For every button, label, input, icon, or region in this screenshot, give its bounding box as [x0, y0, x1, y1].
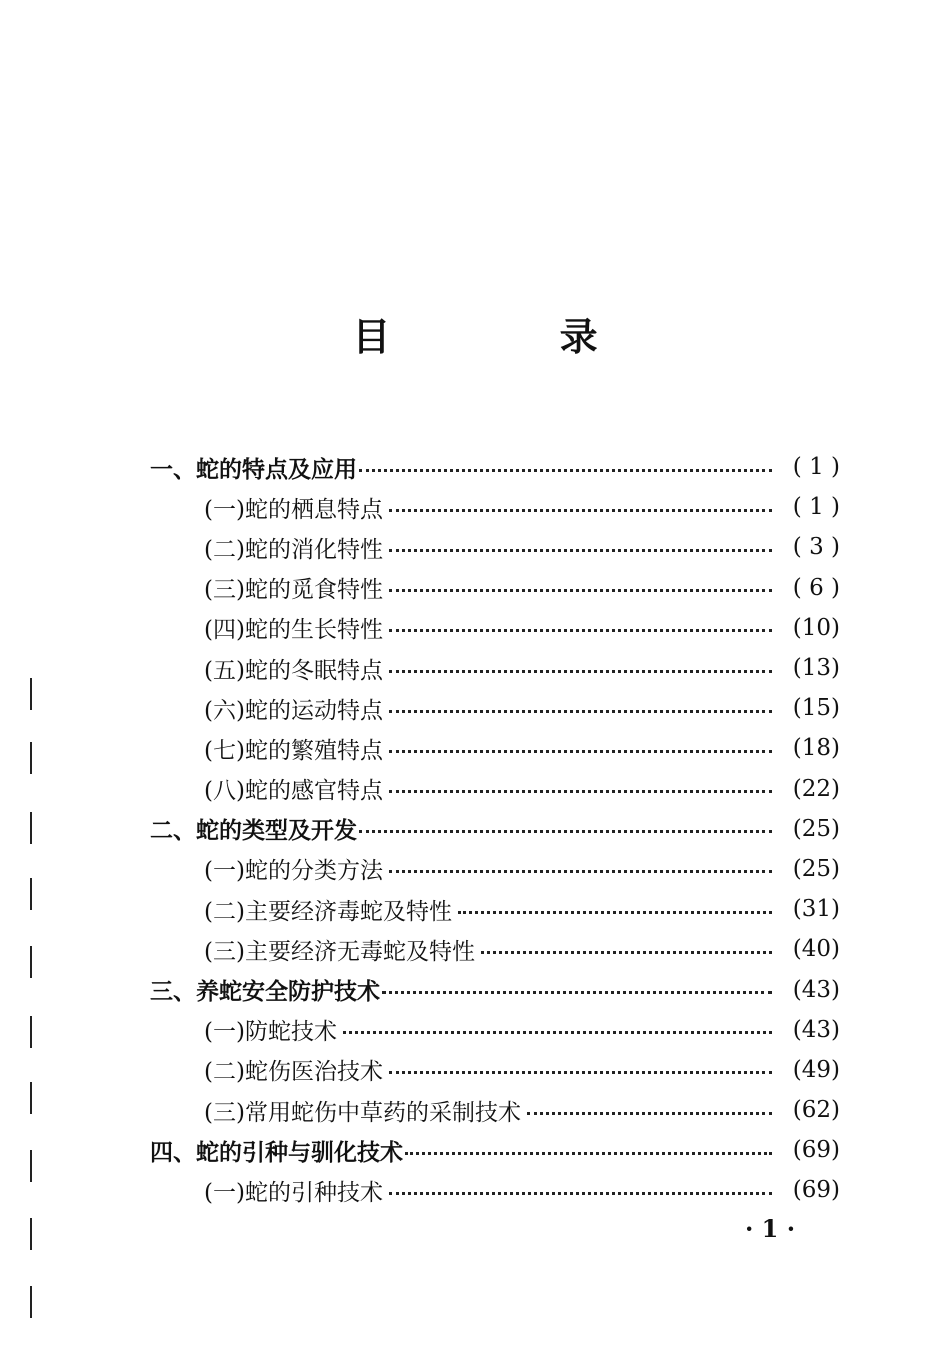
- toc-entry: [150, 447, 840, 487]
- toc-entry-page: (15): [792, 695, 840, 722]
- toc-leader-dots: [458, 911, 772, 914]
- toc-leader-dots: [389, 629, 772, 632]
- toc-entry-title: (一)蛇的栖息特点: [204, 496, 383, 523]
- toc-leader-dots: [382, 991, 772, 994]
- toc-entry-title: (三)常用蛇伤中草药的采制技术: [204, 1099, 521, 1126]
- toc-entry: [150, 1050, 840, 1090]
- toc-entry: [150, 969, 840, 1009]
- toc-leader-dots: [389, 549, 772, 552]
- toc-entry-title: (六)蛇的运动特点: [204, 697, 383, 724]
- page-title: 目 录: [352, 315, 676, 359]
- toc-entry: [150, 648, 840, 688]
- toc-entry-page: (13): [792, 655, 840, 682]
- toc-entry-title: (三)蛇的觅食特性: [204, 577, 383, 604]
- toc-leader-dots: [527, 1112, 772, 1115]
- toc-entry-page: (69): [792, 1177, 840, 1204]
- toc-entry: [150, 809, 840, 849]
- toc-entry-title: (二)主要经济毒蛇及特性: [204, 898, 452, 925]
- margin-mark: [30, 678, 32, 710]
- toc-entry-page: (22): [792, 775, 840, 802]
- toc-entry: [150, 1170, 840, 1210]
- table-of-contents: [150, 447, 840, 1211]
- toc-entry-title: (四)蛇的生长特性: [204, 617, 383, 644]
- toc-leader-dots: [389, 1192, 772, 1195]
- toc-entry-title: (一)防蛇技术: [204, 1019, 337, 1046]
- toc-entry-page: (31): [792, 896, 840, 923]
- toc-leader-dots: [359, 830, 772, 833]
- toc-entry: [150, 1090, 840, 1130]
- toc-entry-title: (五)蛇的冬眠特点: [204, 657, 383, 684]
- toc-entry: [150, 1130, 840, 1170]
- toc-entry: [150, 929, 840, 969]
- margin-mark: [30, 812, 32, 844]
- toc-entry-page: (49): [792, 1056, 840, 1083]
- toc-entry: [150, 889, 840, 929]
- toc-entry-title: 一、蛇的特点及应用: [150, 456, 357, 483]
- toc-entry-page: (43): [792, 976, 840, 1003]
- toc-entry-page: (40): [792, 936, 840, 963]
- toc-entry-page: (10): [792, 614, 840, 641]
- margin-mark: [30, 1286, 32, 1318]
- toc-leader-dots: [389, 790, 772, 793]
- toc-entry: [150, 568, 840, 608]
- toc-entry-title: (二)蛇伤医治技术: [204, 1059, 383, 1086]
- toc-entry-title: (一)蛇的分类方法: [204, 858, 383, 885]
- margin-mark: [30, 946, 32, 978]
- toc-entry: [150, 487, 840, 527]
- toc-entry-page: ( 1 ): [792, 494, 840, 521]
- toc-entry-title: (八)蛇的感官特点: [204, 778, 383, 805]
- toc-leader-dots: [481, 951, 772, 954]
- toc-leader-dots: [389, 870, 772, 873]
- toc-leader-dots: [343, 1031, 772, 1034]
- toc-entry-page: (69): [792, 1137, 840, 1164]
- toc-entry: [150, 769, 840, 809]
- toc-entry-page: ( 1 ): [792, 454, 840, 481]
- page-number: · 1 ·: [744, 1214, 796, 1243]
- toc-entry: [150, 728, 840, 768]
- toc-leader-dots: [389, 589, 772, 592]
- toc-entry: [150, 688, 840, 728]
- toc-entry-page: (43): [792, 1016, 840, 1043]
- toc-entry-title: (一)蛇的引种技术: [204, 1179, 383, 1206]
- toc-entry-page: (25): [792, 855, 840, 882]
- toc-entry-page: (62): [792, 1097, 840, 1124]
- toc-entry-page: (18): [792, 735, 840, 762]
- toc-entry-page: ( 6 ): [792, 574, 840, 601]
- margin-mark: [30, 1082, 32, 1114]
- toc-leader-dots: [389, 710, 772, 713]
- toc-entry: [150, 608, 840, 648]
- toc-leader-dots: [405, 1152, 772, 1155]
- toc-entry-title: 二、蛇的类型及开发: [150, 818, 357, 845]
- toc-entry-page: ( 3 ): [792, 534, 840, 561]
- toc-entry: [150, 527, 840, 567]
- toc-entry-title: (二)蛇的消化特性: [204, 536, 383, 563]
- toc-leader-dots: [359, 469, 772, 472]
- margin-mark: [30, 1218, 32, 1250]
- toc-leader-dots: [389, 750, 772, 753]
- toc-leader-dots: [389, 1071, 772, 1074]
- toc-entry-title: (三)主要经济无毒蛇及特性: [204, 938, 475, 965]
- toc-entry-title: 三、养蛇安全防护技术: [150, 979, 380, 1006]
- toc-entry-title: (七)蛇的繁殖特点: [204, 737, 383, 764]
- margin-mark: [30, 742, 32, 774]
- margin-mark: [30, 1150, 32, 1182]
- toc-leader-dots: [389, 509, 772, 512]
- margin-mark: [30, 1016, 32, 1048]
- toc-leader-dots: [389, 670, 772, 673]
- toc-entry-title: 四、蛇的引种与驯化技术: [150, 1139, 403, 1166]
- margin-mark: [30, 878, 32, 910]
- toc-entry: [150, 1010, 840, 1050]
- toc-entry-page: (25): [792, 815, 840, 842]
- toc-entry: [150, 849, 840, 889]
